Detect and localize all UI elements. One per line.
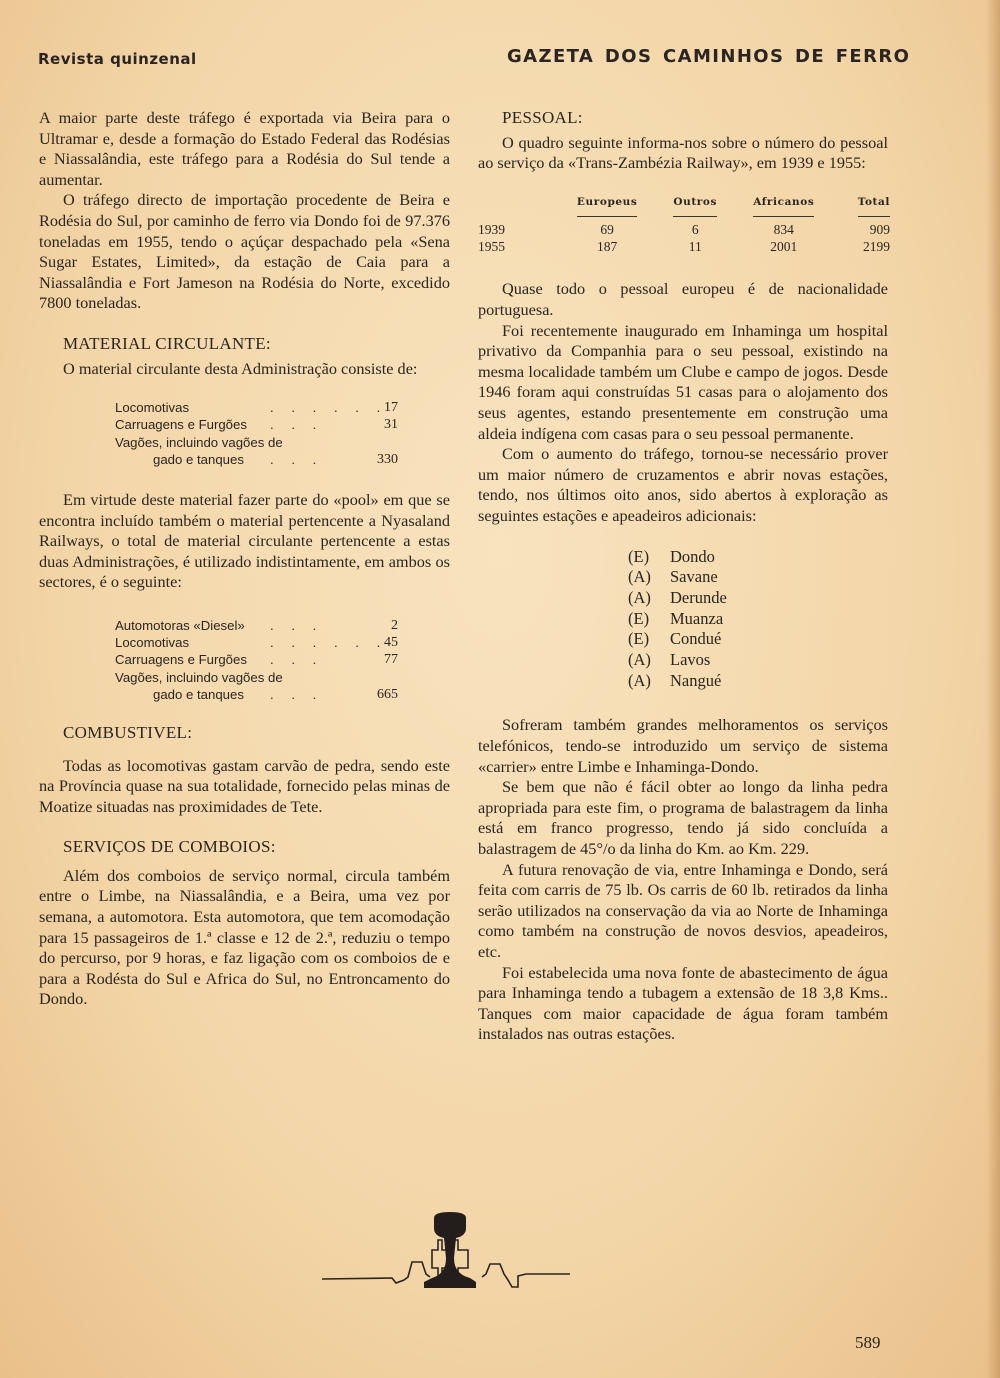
header-year xyxy=(478,192,556,222)
right-column xyxy=(478,108,888,1045)
section-title-services: SERVIÇOS DE COMBOIOS: xyxy=(63,837,276,857)
list-item: (E) Dondo xyxy=(628,546,715,566)
paragraph-services: Além dos comboios de serviço normal, circula também entre o Limbe, na Niassalândia, e a Beira, uma vez por semana, a automotora. Esta automotora, que tem acomodação para 15 passageiros de 1.ª classe e 12 de 2.ª, reduziu o tempo do percurso, por 9 horas, e faz ligação com os comboios de e para a Rodésta do Sul e Africa do Sul, no Entroncamento do Dondo. xyxy=(39,865,450,1009)
list-item: (A) Savane xyxy=(628,567,718,587)
header-europeus: Europeus xyxy=(556,192,658,222)
table-row: 1955 187 11 2001 2199 xyxy=(478,239,890,255)
rail-cross-section-icon xyxy=(320,1210,600,1300)
section-title-staff: PESSOAL: xyxy=(502,108,583,127)
paragraph-water: Foi estabelecida uma nova fonte de abastecimento de água para Inhaminga tendo a tubagem a extensão de 18 3,8 Kms.. Tanques com maior capacidade de água foram também instalados nas outras estações. xyxy=(478,962,888,1044)
running-head-left: Revista quinzenal xyxy=(38,50,197,68)
page-number: 589 xyxy=(855,1333,881,1352)
list-item: (A) Nangué xyxy=(628,670,722,690)
section-title-fuel: COMBUSTIVEL: xyxy=(63,722,193,742)
paragraph-material-intro: O material circulante desta Administração consiste de: xyxy=(63,358,418,378)
list-item: (A) Derunde xyxy=(628,587,727,607)
stock-list-pool xyxy=(39,617,450,703)
stock-row: Carruagens e Furgões . . . 31 xyxy=(115,417,398,433)
left-column xyxy=(39,108,450,1010)
running-head-right: GAZETA DOS CAMINHOS DE FERRO xyxy=(507,46,911,67)
stock-list-own xyxy=(39,399,450,468)
list-item: (E) Condué xyxy=(628,629,722,649)
paragraph-export: A maior parte deste tráfego é exportada via Beira para o Ultramar e, desde a formação do Estado Federal das Rodésias e Niassalândia, este tráfego para a Rodésia do Sul tende a aumentar. xyxy=(39,108,450,189)
paragraph-traffic: Com o aumento do tráfego, tornou-se necessário prover um maior número de cruzamentos e abrir novas estações, tendo, nos últimos oito anos, sido abertos à exploração as seguintes estações e apeadeiros adicionais: xyxy=(478,444,888,525)
page-edge-shading xyxy=(986,0,1000,1378)
stock-row: Locomotivas . . . . . . 45 xyxy=(115,635,398,651)
stock-row: Vagões, incluindo vagões de xyxy=(115,669,283,685)
table-row: 1939 69 6 834 909 xyxy=(478,222,890,238)
stock-row: gado e tanques . . . 665 xyxy=(153,686,398,702)
paragraph-ballast: Se bem que não é fácil obter ao longo da linha pedra apropriada para este fim, o programa de balastragem da linha está em franco progresso, tendo já sido concluída a balastragem de 45°/o da linha do Km. ao Km. 229. xyxy=(478,777,888,858)
paragraph-phone: Sofreram também grandes melhoramentos os serviços telefónicos, tendo-se introduzido um serviço de sistema «carrier» entre Limbe e Inhaminga-Dondo. xyxy=(478,715,888,776)
list-item: (A) Lavos xyxy=(628,650,711,670)
paragraph-rails: A futura renovação de via, entre Inhaminga e Dondo, será feita com carris de 75 lb. Os carris de 60 lb. retirados da linha serão utilizados na conservação da via ao Norte de Inhaminga como também na construção de novos desvios, apeadeiros, etc. xyxy=(478,859,888,961)
paragraph-nationality: Quase todo o pessoal europeu é de nacionalidade portuguesa. xyxy=(478,279,888,319)
paragraph-pool: Em virtude deste material fazer parte do «pool» em que se encontra incluído também o material pertencente a Nyasaland Railways, o total de material circulante pertencente a estas duas Administrações, é utilizado indistintamente, em ambos os sectores, é o seguinte: xyxy=(39,489,450,592)
stock-row: gado e tanques . . . 330 xyxy=(153,451,398,467)
paragraph-fuel: Todas as locomotivas gastam carvão de pedra, sendo este na Província quase na sua totalidade, fornecido pelas minas de Moatize situadas nas proximidades de Tete. xyxy=(39,755,450,816)
section-title-material: MATERIAL CIRCULANTE: xyxy=(63,333,271,353)
header-total: Total xyxy=(835,192,890,222)
header-africanos: Africanos xyxy=(732,192,835,222)
header-outros: Outros xyxy=(658,192,732,222)
stock-row: Vagões, incluindo vagões de xyxy=(115,434,283,450)
staff-table xyxy=(478,192,888,256)
staff-table-header xyxy=(478,192,890,222)
paragraph-import: O tráfego directo de importação procedente de Beira e Rodésia do Sul, por caminho de ferro via Dondo foi de 97.376 toneladas em 1955, tendo o açúçar despachado pela «Sena Sugar Estates, Limited», da estação de Caia para a Niassalândia e Fort Jameson na Rodésia do Norte, excedido 7800 toneladas. xyxy=(39,190,450,313)
stock-row: Locomotivas . . . . . . 17 xyxy=(115,400,398,416)
stations-list xyxy=(478,547,888,692)
stock-row: Carruagens e Furgões . . . 77 xyxy=(115,652,398,668)
paragraph-hospital: Foi recentemente inaugurado em Inhaminga um hospital privativo da Companhia para o seu pessoal, existindo na mesma localidade também um Clube e campo de jogos. Desde 1946 foram aqui construídas 51 casas para o alojamento dos seus agentes, estando presentemente em construção uma aldeia indígena com casas para o seu pessoal permanente. xyxy=(478,320,888,443)
list-item: (E) Muanza xyxy=(628,608,724,628)
stock-row: Automotoras «Diesel» . . . 2 xyxy=(115,617,398,633)
paragraph-staff-intro: O quadro seguinte informa-nos sobre o número do pessoal ao serviço da «Trans-Zambézia Railway», em 1939 e 1955: xyxy=(478,132,888,173)
